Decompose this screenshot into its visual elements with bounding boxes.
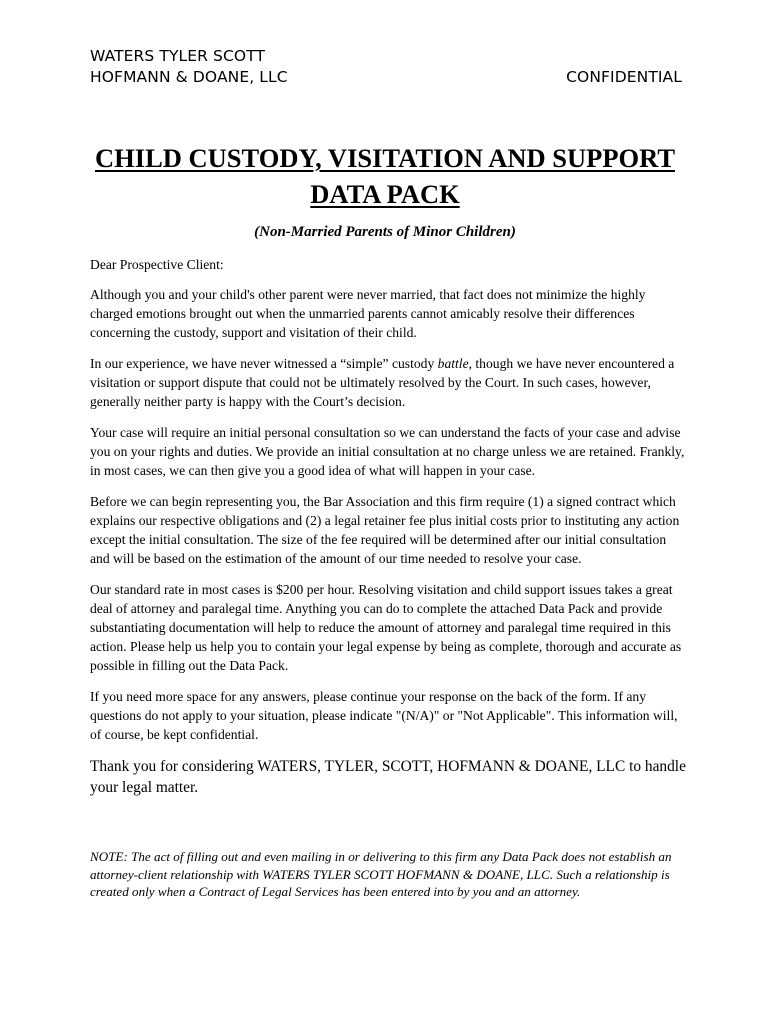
- letterhead: [90, 46, 682, 88]
- paragraph-5: Our standard rate in most cases is $200 per hour. Resolving visitation and child support issues takes a great deal of attorney and paralegal time. Anything you can do to complete the attached Data Pack and provide substantiating documentation will help to reduce the amount of attorney and paralegal time required in this action. Please help us help you to contain your legal expense by being as complete, thorough and accurate as possible in filling out the Data Pack.: [90, 582, 682, 673]
- paragraph-6: If you need more space for any answers, please continue your response on the back of the form. If any questions do not apply to your situation, please indicate "(N/A)" or "Not Applicable". This information will, of course, be kept confidential.: [90, 689, 678, 742]
- confidential-label: CONFIDENTIAL: [566, 68, 682, 86]
- salutation: Dear Prospective Client:: [90, 257, 224, 272]
- disclaimer-note: NOTE: The act of filling out and even mailing in or delivering to this firm any Data Pack does not establish an attorney-client relationship with WATERS TYLER SCOTT HOFMANN & DOANE, LLC. Such a relationship is created only when a Contract of Legal Services has been entered into by you and an attorney.: [90, 849, 672, 899]
- paragraph-2-emphasis: battle: [437, 356, 469, 371]
- paragraph-4: Before we can begin representing you, the Bar Association and this firm require (1) a signed contract which explains our respective obligations and (2) a legal retainer fee plus initial costs prior to instituting any action except the initial consultation. The size of the fee required will be determined after our initial consultation and will be based on the estimation of the amount of our time needed to resolve your case.: [90, 494, 680, 566]
- document-title: [60, 140, 710, 212]
- letter-body: [90, 255, 688, 810]
- firm-name-line-2: HOFMANN & DOANE, LLC: [90, 68, 288, 86]
- firm-name-line-1: WATERS TYLER SCOTT: [90, 47, 266, 65]
- paragraph-2-text-b: , though we have never encountered a visitation or support dispute that could not be ultimately resolved by the Court. In such cases, however, generally neither party is happy with the Court’s decision.: [90, 356, 675, 409]
- paragraph-2-text-a: In our experience, we have never witnessed a “simple” custody: [90, 356, 438, 371]
- document-subtitle: (Non-Married Parents of Minor Children): [254, 224, 516, 240]
- paragraph-1: Although you and your child's other parent were never married, that fact does not minimize the highly charged emotions brought out when the unmarried parents cannot amicably resolve their differences concerning the custody, support and visitation of their child.: [90, 287, 646, 340]
- paragraph-2: [90, 354, 688, 411]
- closing-thanks: Thank you for considering WATERS, TYLER, SCOTT, HOFMANN & DOANE, LLC to handle your legal matter.: [90, 758, 686, 796]
- title-line-1: CHILD CUSTODY, VISITATION AND SUPPORT: [95, 143, 675, 173]
- title-line-2: DATA PACK: [310, 179, 460, 209]
- paragraph-3: Your case will require an initial personal consultation so we can understand the facts of your case and advise you on your rights and duties. We provide an initial consultation at no charge unless we are retained. Frankly, in most cases, we can then give you a good idea of what will happen in your case.: [90, 425, 685, 478]
